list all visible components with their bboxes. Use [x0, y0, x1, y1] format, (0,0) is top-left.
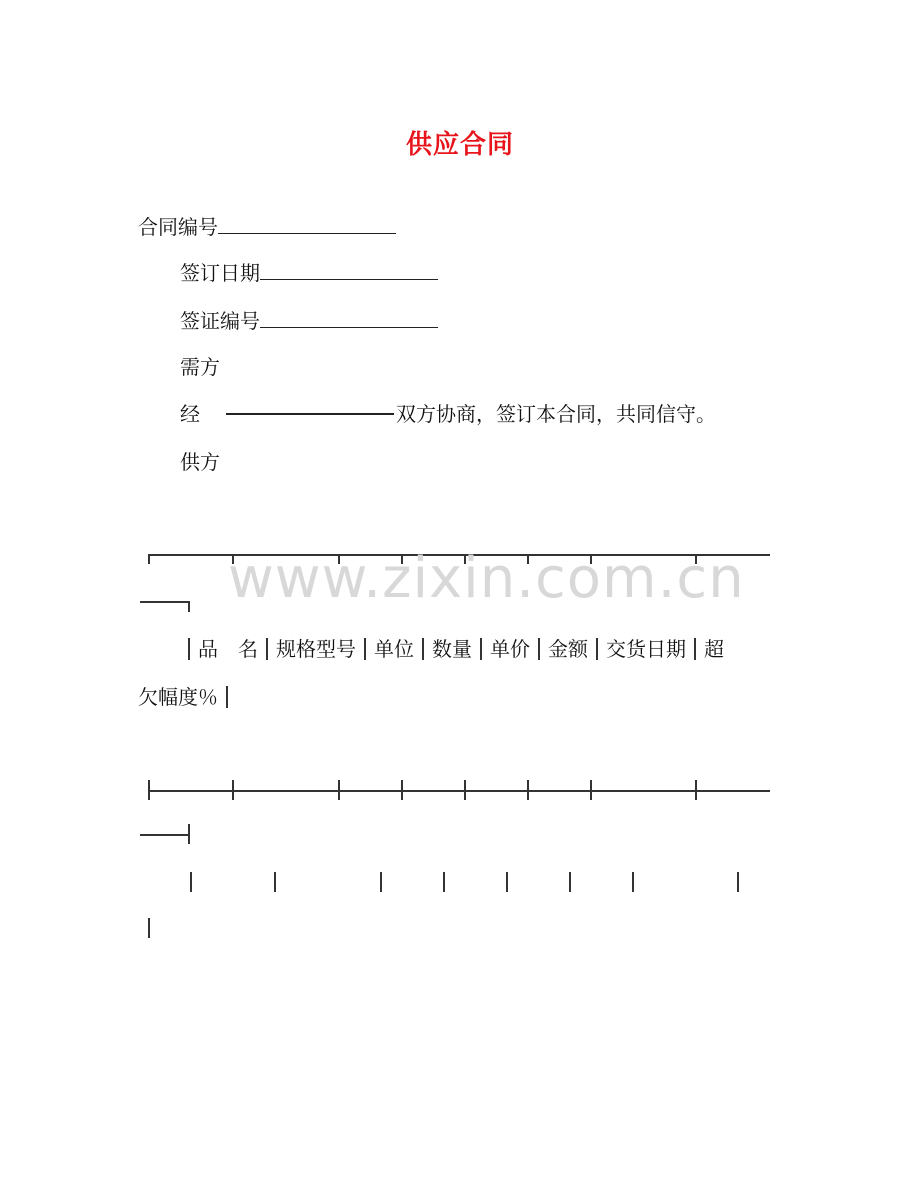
sign-date-line: [180, 259, 438, 286]
buyer-line: [180, 354, 220, 380]
sign-date-blank: [260, 259, 438, 280]
supplier-label: 供方: [180, 450, 220, 474]
via-label: 经: [180, 402, 200, 426]
header-unit: 单位: [374, 637, 414, 661]
visa-number-line: [180, 307, 438, 334]
via-dash: [226, 413, 394, 415]
contract-number-blank: [218, 213, 396, 234]
sign-date-label: 签订日期: [180, 261, 260, 285]
header-product-name: 品 名: [198, 637, 258, 661]
buyer-label: 需方: [180, 355, 220, 379]
visa-number-blank: [260, 307, 438, 328]
visa-number-label: 签证编号: [180, 309, 260, 333]
header-quantity: 数量: [432, 637, 472, 661]
header-delivery-date: 交货日期: [606, 637, 686, 661]
contract-number-line: [138, 213, 396, 240]
agreement-text: 双方协商，签订本合同，共同信守。: [396, 402, 716, 426]
header-over-under-rate: 欠幅度％: [138, 685, 218, 709]
watermark-text: www.zixin.com.cn: [228, 546, 745, 611]
supplier-line: [180, 449, 220, 475]
document-title: 供应合同: [405, 130, 514, 160]
via-line: [180, 401, 716, 427]
header-amount: 金额: [548, 637, 588, 661]
header-spec-model: 规格型号: [276, 637, 356, 661]
header-over-under: 超: [704, 637, 724, 661]
table-header-continued: [138, 684, 236, 710]
header-unit-price: 单价: [490, 637, 530, 661]
table-header-row: [180, 636, 724, 662]
contract-number-label: 合同编号: [138, 215, 218, 239]
